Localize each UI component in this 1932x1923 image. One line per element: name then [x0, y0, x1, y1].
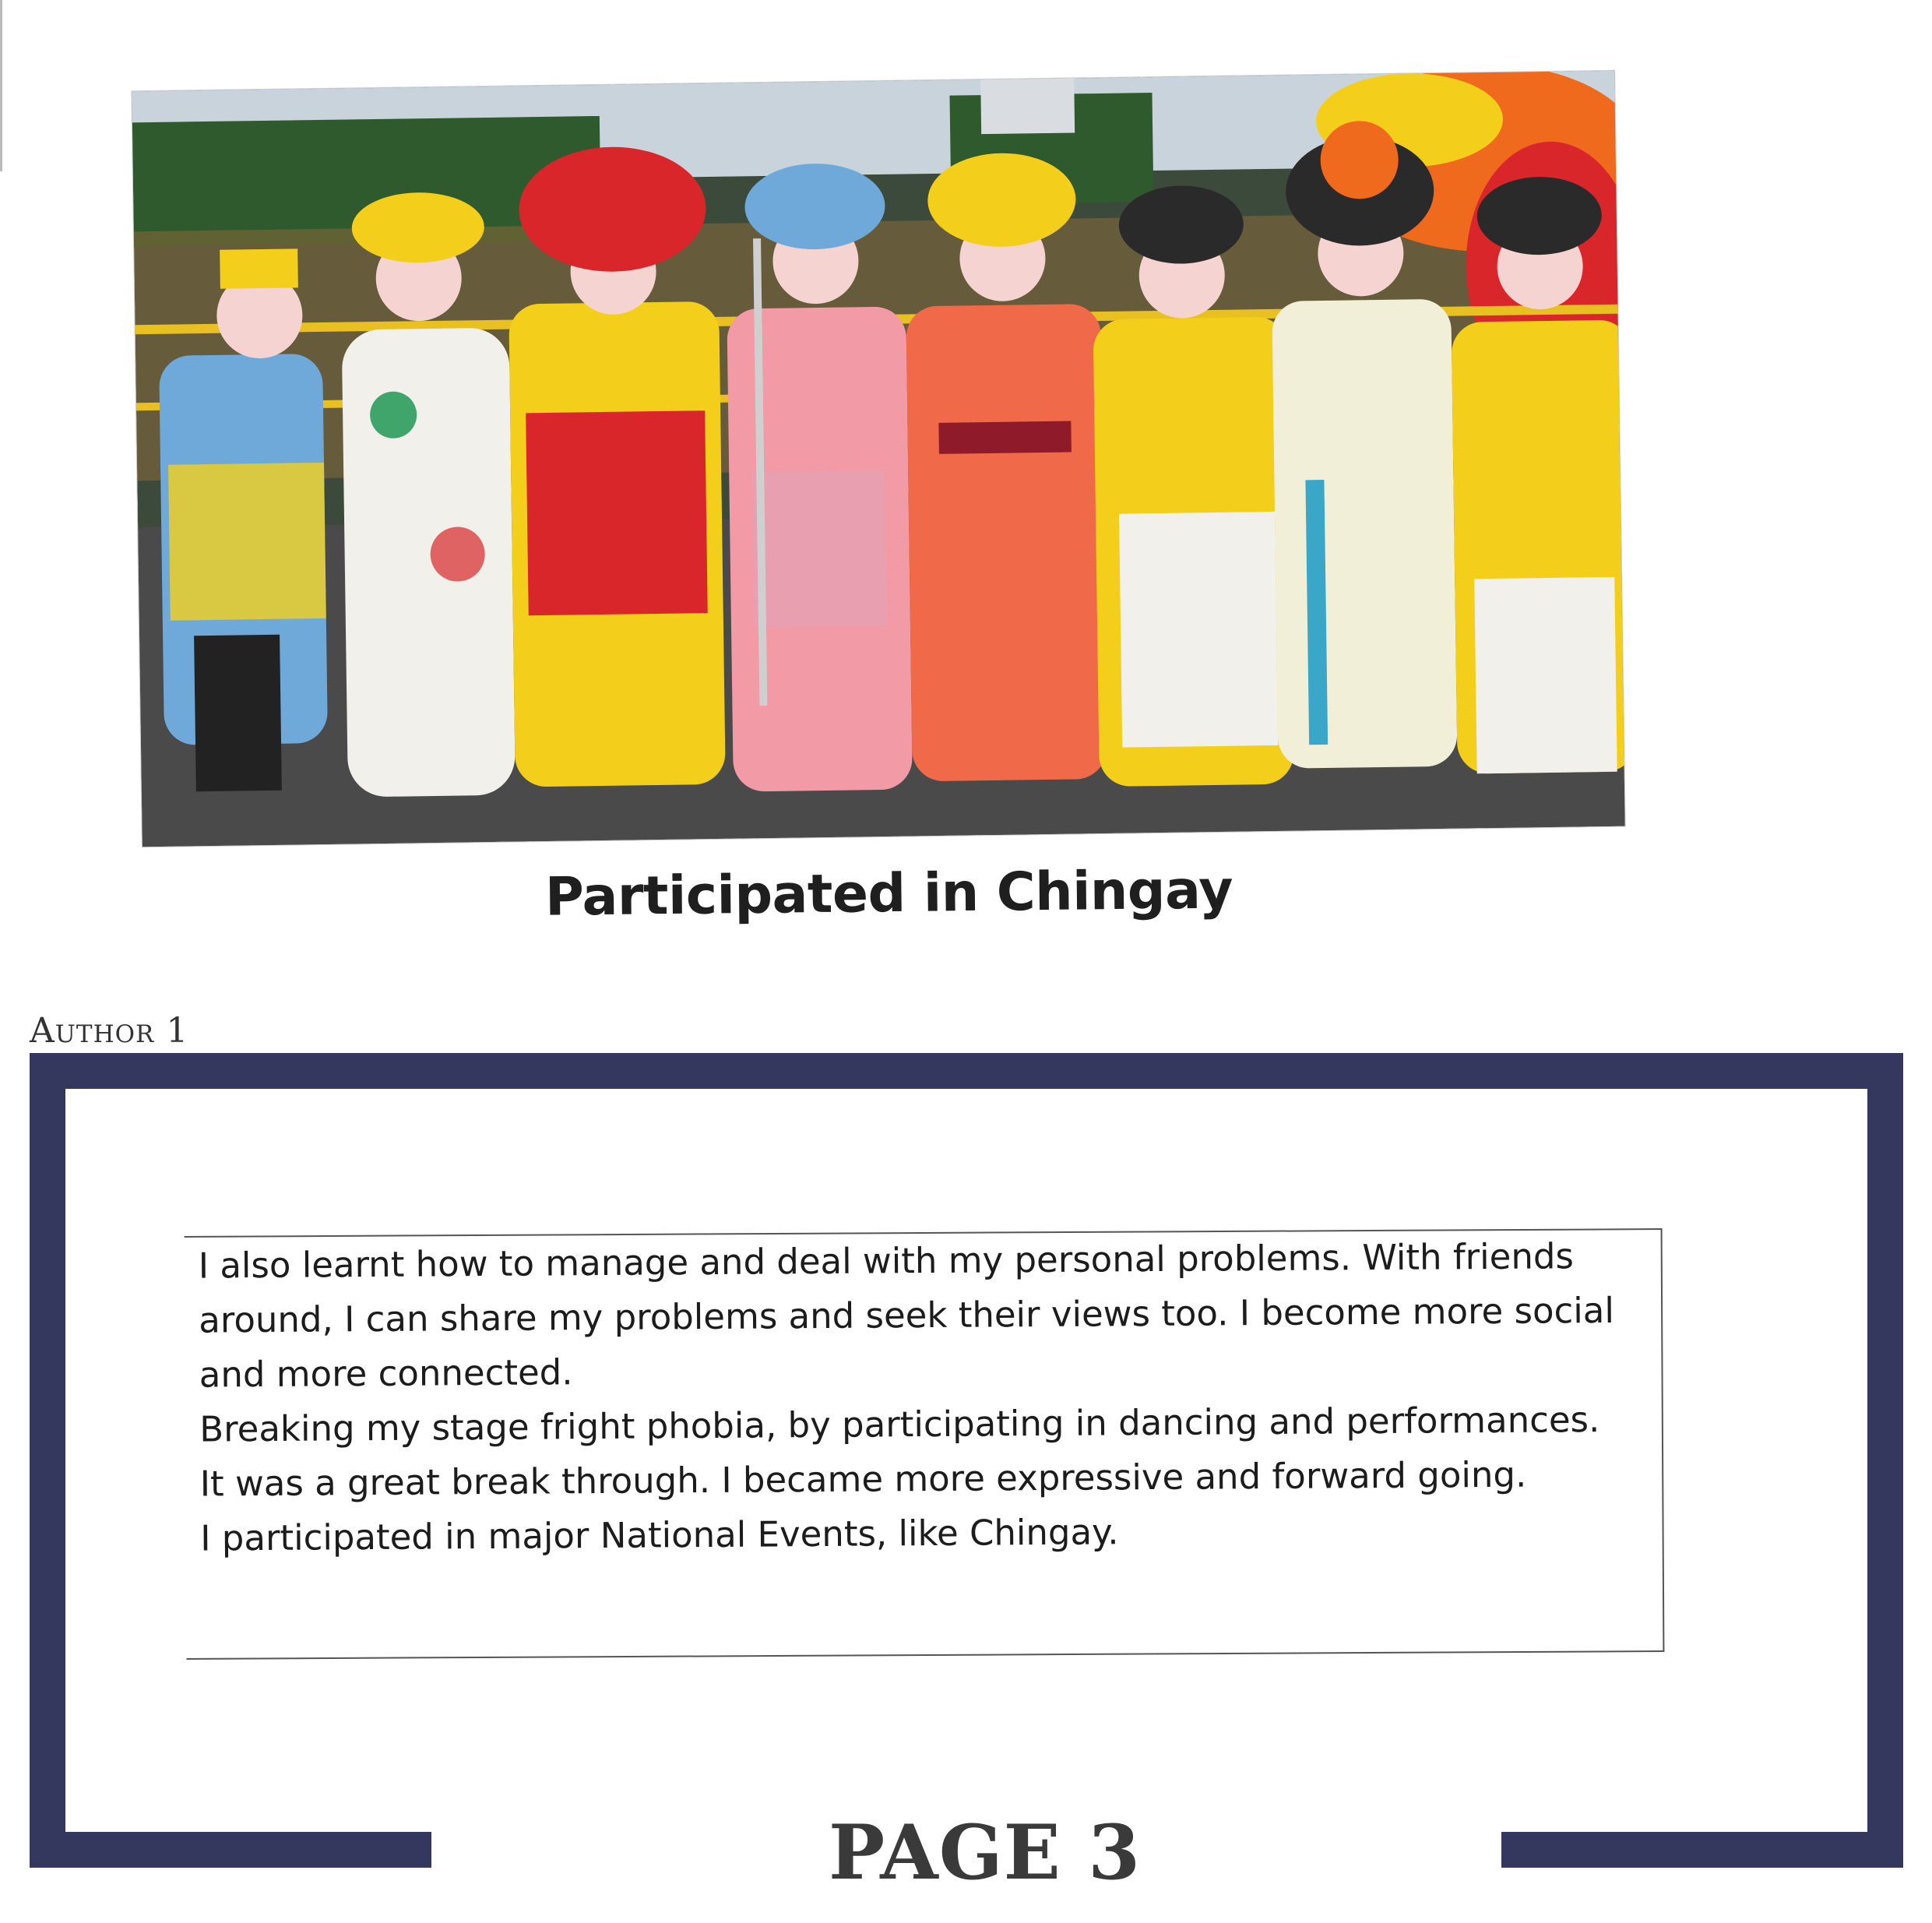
body-line-5: It was a great break through. I became more expressive and forward going.	[199, 1453, 1527, 1505]
frame-top-border	[30, 1053, 1903, 1089]
page-number: PAGE 3	[829, 1809, 1142, 1897]
photo-illustration	[132, 71, 1624, 847]
chingay-group-photo	[132, 71, 1624, 847]
scan-edge-mark	[0, 0, 2, 171]
body-text	[199, 1228, 1665, 1566]
author-label: Author 1	[30, 1011, 189, 1051]
body-line-2: around, I can share my problems and seek their views too. I become more social	[199, 1289, 1615, 1341]
frame-bottom-left-border	[30, 1832, 431, 1868]
body-line-3: and more connected.	[199, 1351, 573, 1396]
body-line-6: I participated in major National Events, like Chingay.	[200, 1511, 1119, 1559]
frame-left-border	[30, 1053, 65, 1868]
photo-caption: Participated in Chingay	[544, 859, 1233, 928]
frame-bottom-right-border	[1501, 1832, 1903, 1868]
body-line-1: I also learnt how to manage and deal with my personal problems. With friends	[198, 1235, 1575, 1287]
frame-right-border	[1867, 1053, 1903, 1868]
body-line-4: Breaking my stage fright phobia, by participating in dancing and performances.	[199, 1399, 1600, 1450]
